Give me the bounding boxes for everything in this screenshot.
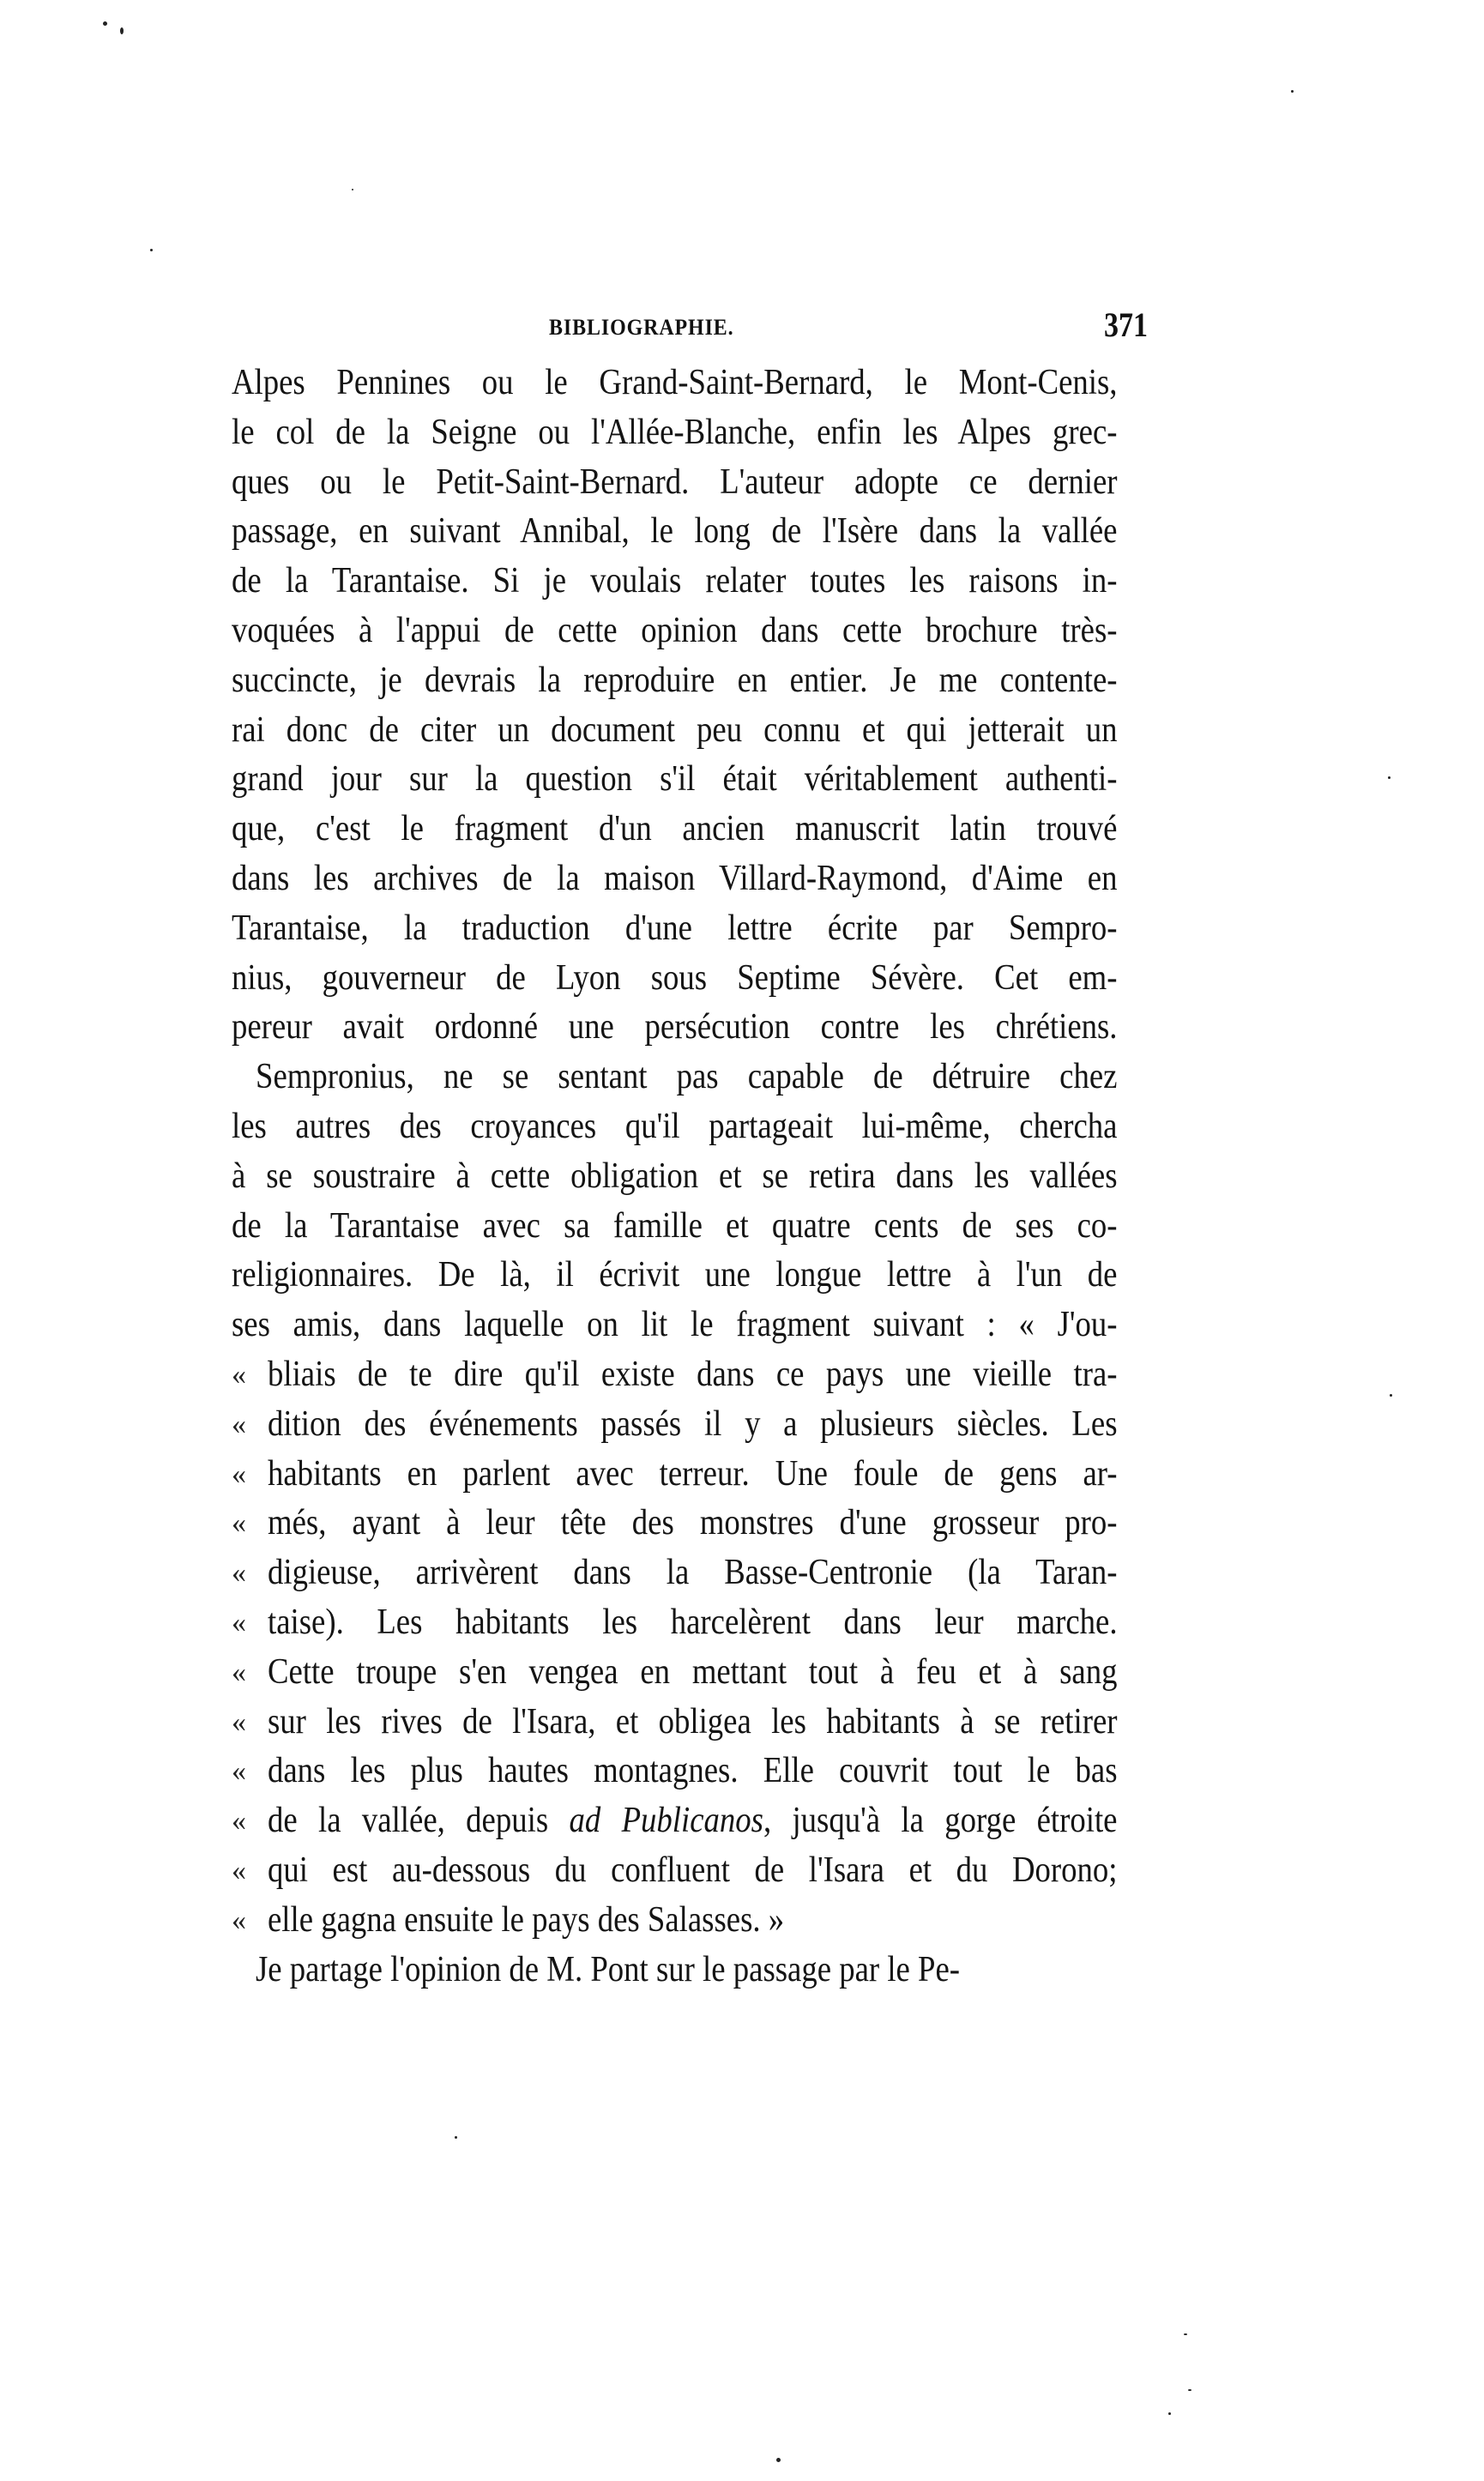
- line-text: rai donc de citer un document peu connu et qui jetterait un: [232, 709, 1118, 750]
- text-line: [232, 359, 1117, 408]
- text-line: [232, 1499, 1117, 1548]
- line-text: Sempronius, ne se sentant pas capable de détruire chez: [256, 1057, 1118, 1097]
- text-line: [232, 1946, 1117, 1995]
- text-line: [232, 805, 1117, 854]
- quotation-mark: «: [232, 1507, 246, 1540]
- quotation-mark: «: [232, 1408, 246, 1440]
- quotation-mark: «: [232, 1358, 246, 1391]
- text-line: [232, 1053, 1117, 1102]
- scan-speck: [120, 27, 124, 34]
- line-text: dition des événements passés il y a plusieurs siècles. Les: [268, 1403, 1118, 1444]
- running-title: BIBLIOGRAPHIE.: [549, 315, 734, 340]
- quotation-mark: «: [232, 1557, 246, 1590]
- text-line: [232, 1846, 1117, 1896]
- text-line: [232, 1598, 1117, 1648]
- line-text: ques ou le Petit-Saint-Bernard. L'auteur adopte ce dernier: [232, 462, 1118, 502]
- scan-speck: [455, 2136, 457, 2139]
- text-line: [232, 557, 1117, 607]
- line-text: bliais de te dire qu'il existe dans ce pays une vieille tra-: [268, 1354, 1118, 1394]
- scan-speck: [1184, 2333, 1187, 2335]
- text-line: [232, 1251, 1117, 1301]
- scan-speck: [1390, 1394, 1392, 1397]
- text-line: [232, 904, 1117, 954]
- line-text: [268, 1796, 1118, 1846]
- text-line: [232, 1003, 1117, 1053]
- text-line: [232, 607, 1117, 656]
- line-text: grand jour sur la question s'il était véritablement authenti-: [232, 759, 1118, 800]
- line-text: pereur avait ordonné une persécution contre les chrétiens.: [232, 1007, 1118, 1047]
- text-line: [232, 1202, 1117, 1252]
- text-line: [232, 854, 1117, 904]
- line-text: elle gagna ensuite le pays des Salasses. »: [268, 1899, 785, 1940]
- text-line: [232, 1152, 1117, 1202]
- text-line: [232, 1450, 1117, 1500]
- text-line: [232, 656, 1117, 706]
- text-line: [232, 755, 1117, 805]
- text-line: [232, 706, 1117, 756]
- text-line: [232, 507, 1117, 557]
- running-head: [232, 305, 1148, 347]
- body-text: [232, 359, 1117, 1995]
- text-line: [232, 1796, 1117, 1846]
- text-line: [232, 1698, 1117, 1748]
- quotation-mark: «: [232, 1904, 246, 1936]
- line-text: dans les archives de la maison Villard-Raymond, d'Aime en: [232, 858, 1118, 898]
- line-segment: , jusqu'à la gorge étroite: [763, 1801, 1118, 1841]
- line-text: passage, en suivant Annibal, le long de l'Isère dans la vallée: [232, 511, 1118, 552]
- text-line: [232, 1400, 1117, 1450]
- italic-phrase: ad Publicanos: [569, 1801, 763, 1841]
- text-line: [232, 1747, 1117, 1796]
- line-text: Alpes Pennines ou le Grand-Saint-Bernard, le Mont-Cenis,: [232, 363, 1118, 402]
- text-line: [232, 458, 1117, 508]
- line-text: succincte, je devrais la reproduire en entier. Je me contente-: [232, 660, 1118, 700]
- text-line: [232, 1350, 1117, 1400]
- line-text: voquées à l'appui de cette opinion dans cette brochure très-: [232, 610, 1118, 650]
- line-text: les autres des croyances qu'il partageait lui-même, chercha: [232, 1106, 1118, 1146]
- line-text: Tarantaise, la traduction d'une lettre écrite par Sempro-: [232, 908, 1118, 948]
- line-text: de la Tarantaise avec sa famille et quatre cents de ses co-: [232, 1205, 1118, 1246]
- text-line: [232, 1548, 1117, 1598]
- line-text: més, ayant à leur tête des monstres d'une grosseur pro-: [268, 1503, 1118, 1543]
- line-text: dans les plus hautes montagnes. Elle couvrit tout le bas: [268, 1751, 1118, 1791]
- scan-speck: [776, 2458, 781, 2462]
- line-text: ses amis, dans laquelle on lit le fragment suivant : « J'ou-: [232, 1305, 1118, 1345]
- scan-speck: [103, 21, 107, 26]
- line-text: le col de la Seigne ou l'Allée-Blanche, enfin les Alpes grec-: [232, 412, 1118, 452]
- line-text: taise). Les habitants les harcelèrent dans leur marche.: [268, 1602, 1118, 1642]
- quotation-mark: «: [232, 1458, 246, 1490]
- quotation-mark: «: [232, 1705, 246, 1738]
- quotation-mark: «: [232, 1606, 246, 1639]
- scan-speck: [1388, 776, 1390, 779]
- quotation-mark: «: [232, 1755, 246, 1788]
- text-line: [232, 408, 1117, 458]
- line-text: Cette troupe s'en vengea en mettant tout à feu et à sang: [268, 1651, 1118, 1692]
- scan-speck: [150, 249, 153, 251]
- quotation-mark: «: [232, 1656, 246, 1688]
- scan-speck: [1291, 90, 1294, 93]
- line-text: habitants en parlent avec terreur. Une foule de gens ar-: [268, 1453, 1118, 1494]
- scan-speck: [1168, 2412, 1171, 2415]
- line-text: nius, gouverneur de Lyon sous Septime Sévère. Cet em-: [232, 957, 1118, 998]
- line-text: digieuse, arrivèrent dans la Basse-Centronie (la Taran-: [268, 1553, 1118, 1593]
- quotation-mark: «: [232, 1854, 246, 1886]
- line-segment: de la vallée, depuis: [268, 1801, 570, 1841]
- line-text: sur les rives de l'Isara, et obligea les habitants à se retirer: [268, 1701, 1118, 1742]
- scan-speck: [352, 189, 353, 190]
- line-text: religionnaires. De là, il écrivit une longue lettre à l'un de: [232, 1255, 1118, 1295]
- line-text: que, c'est le fragment d'un ancien manuscrit latin trouvé: [232, 809, 1118, 849]
- line-text: qui est au-dessous du confluent de l'Isara et du Dorono;: [268, 1850, 1118, 1890]
- text-line: [232, 1648, 1117, 1698]
- line-text: Je partage l'opinion de M. Pont sur le passage par le Pe-: [256, 1949, 961, 1989]
- text-line: [232, 1301, 1117, 1350]
- line-text: à se soustraire à cette obligation et se retira dans les vallées: [232, 1156, 1118, 1196]
- text-line: [232, 1896, 1117, 1946]
- page-number: 371: [1104, 305, 1148, 344]
- text-line: [232, 954, 1117, 1004]
- line-text: de la Tarantaise. Si je voulais relater toutes les raisons in-: [232, 561, 1118, 601]
- scan-speck: [1188, 2389, 1191, 2391]
- quotation-mark: «: [232, 1805, 246, 1838]
- text-line: [232, 1102, 1117, 1152]
